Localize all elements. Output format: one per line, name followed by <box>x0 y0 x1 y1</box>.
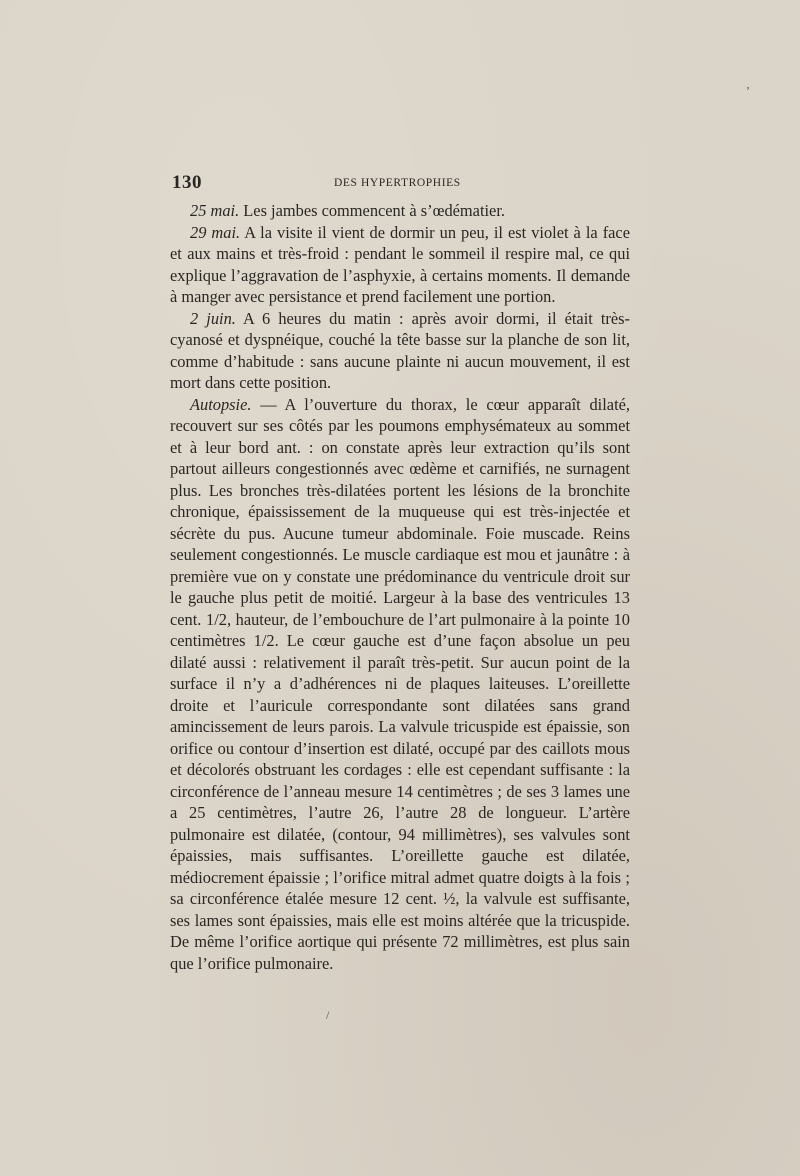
page-number: 130 <box>172 172 202 193</box>
paragraph-text: — A l’ouverture du thorax, le cœur apparaît dilaté, recouvert sur ses côtés par les poumons emphysémateux au sommet et à leur bord ant. : on constate après leur extraction qu’ils sont partout ailleurs congestionnés avec œdème et carnifiés, ne surnagent plus. Les bronches très-dilatées portent les lésions de la bronchite chronique, épaississement de la muqueuse qui est très-injectée et sécrète du pus. Aucune tumeur abdominale. Foie muscade. Reins seulement congestionnés. Le muscle cardiaque est mou et jaunâtre : à première vue on y constate une prédominance du ventricule droit sur le gauche plus petit de moitié. Largeur à la base des ventricules 13 cent. 1/2, hauteur, de l’embouchure de l’art pulmonaire à la pointe 10 centimètres 1/2. Le cœur gauche est d’une façon absolue un peu dilaté aussi : relativement il paraît très-petit. Sur aucun point de la surface il n’y a d’adhérences ni de plaques laiteuses. L’oreillette droite et l’auricule correspondante sont dilatées sans grand amincissement de leurs parois. La valvule tricuspide est épaissie, son orifice ou contour d’insertion est dilaté, occupé par des caillots mous et décolorés obstruant les cordages : elle est cependant suffisante : la circonférence de l’anneau mesure 14 centimètres ; de ses 3 lames une a 25 centimètres, l’autre 26, l’autre 28 de longueur. L’artère pulmonaire est dilatée, (contour, 94 millimètres), ses valvules sont épaissies, mais suffisantes. L’oreillette gauche est dilatée, médiocrement épaissie ; l’orifice mitral admet quatre doigts à la fois ; sa circonférence étalée mesure 12 cent. ½, la valvule est suffisante, ses lames sont épaissies, mais elle est moins altérée que la tricuspide. De même l’orifice aortique qui présente 72 millimètres, est plus sain que l’orifice pulmonaire. <box>170 394 630 973</box>
paragraph-text: A la visite il vient de dormir un peu, il est violet à la face et aux mains et très-froid : pendant le sommeil il respire mal, ce qui explique l’aggravation de l’asphyxie, à certains moments. Il demande à manger avec persistance et prend facilement une portion. <box>170 222 630 306</box>
date-lead: 29 mai. <box>190 222 241 242</box>
date-lead: 2 juin. <box>190 308 236 328</box>
paragraph-2-juin <box>170 308 630 394</box>
paper-mark: / <box>326 1008 330 1022</box>
paragraph-text: A 6 heures du matin : après avoir dormi, il était très-cyanosé et dyspnéique, couché la tête basse sur la planche de son lit, comme d’habitude : sans aucune plainte ni aucun mouvement, il est mort dans cette position. <box>170 308 630 392</box>
running-head <box>172 172 632 196</box>
paragraph-autopsie <box>170 394 630 975</box>
paragraph-text: Les jambes commencent à s’œdématier. <box>239 201 505 220</box>
section-lead: Autopsie. <box>190 394 252 414</box>
paragraph-25-mai <box>170 200 630 222</box>
paper-mark: ʼ <box>746 84 750 98</box>
paragraph-29-mai <box>170 222 630 308</box>
running-title: DES HYPERTROPHIES <box>334 177 461 189</box>
body-text <box>170 200 630 974</box>
date-lead: 25 mai. <box>190 201 240 220</box>
